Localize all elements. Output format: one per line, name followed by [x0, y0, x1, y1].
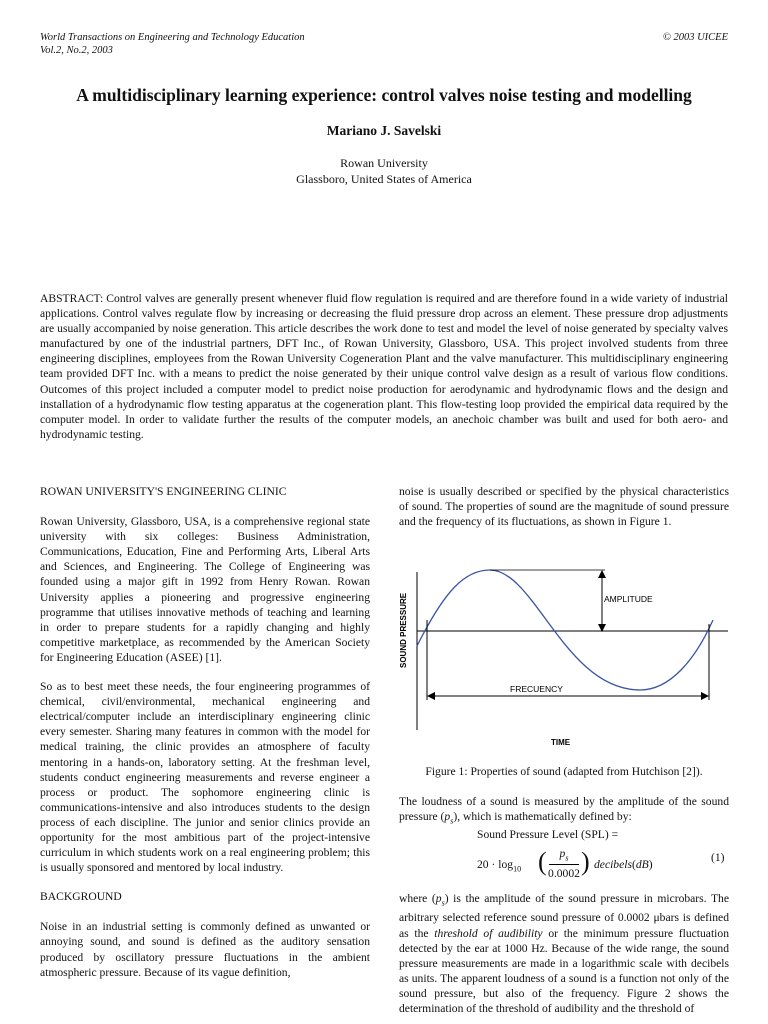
section-heading-engineering-clinic: ROWAN UNIVERSITY'S ENGINEERING CLINIC	[40, 485, 287, 498]
figure-1-sound-wave	[395, 560, 735, 750]
left-column	[40, 484, 370, 994]
paragraph: Noise in an industrial setting is commonly defined as unwanted or annoying sound, and sound is defined as the auditory sensation produced by oscillatory pressure fluctuations in the ambient atmospheric pressure. Because of its vague definition,	[40, 920, 370, 979]
eq-units-abbr: dB	[635, 858, 649, 871]
x-axis-label: TIME	[551, 738, 571, 747]
italic-term: threshold of audibility	[434, 926, 543, 940]
spl-label: Sound Pressure Level (SPL) =	[477, 828, 619, 841]
equation-1	[477, 843, 727, 885]
eq-prefix	[477, 858, 521, 873]
eq-log-base: 10	[513, 864, 522, 874]
frequency-arrow-head-right	[701, 692, 709, 700]
eq-units-word: decibels	[594, 858, 632, 871]
location: Glassboro, United States of America	[296, 172, 472, 186]
text-run: , which is mathematically defined by:	[457, 810, 632, 824]
copyright-notice: © 2003 UICEE	[662, 32, 728, 43]
running-header	[40, 31, 305, 57]
eq-num-p: p	[559, 847, 566, 860]
eq-denominator: 0.0002	[548, 867, 580, 880]
definition-paragraph	[399, 891, 729, 1016]
ps-symbol: $(p_s)$	[440, 810, 458, 826]
loudness-paragraph	[399, 794, 729, 829]
section-heading-background: BACKGROUND	[40, 890, 122, 904]
journal-volume: Vol.2, No.2, 2003	[40, 45, 113, 56]
affiliation	[0, 155, 768, 187]
frequency-arrow-head-left	[427, 692, 435, 700]
paragraph: noise is usually described or specified by the physical characteristics of sound. The properties of sound are the magnitude of sound pressure and the frequency of its fluctuations, as shown in Figure 1.	[399, 485, 729, 529]
symbol-p: p	[435, 892, 442, 905]
paragraph: So as to best meet these needs, the four engineering programmes of chemical, civil/environmental, mechanical engineering and electrical/computer include an interdisciplinary engineering clinic every semester. Sharing many features in common with the model for medical training, the clinic provides an atmosphere of faculty mentoring in a hands-on, laboratory setting. At the freshman level, students conduct engineering measurements and reverse engineer a process or product. The sophomore engineering clinic is communications-intensive and also introduces students to the design process of each discipline. The junior and senior clinics provide an opportunity for the most ambitious part of the project-intensive curriculum in which students work on a real engineering problem; this is usually sponsored and mentored by local industry.	[40, 680, 370, 875]
paragraph: Rowan University, Glassboro, USA, is a comprehensive regional state university with six colleges: Business Administration, Communications, Education, Fine and Performing Arts, Liberal Arts and Sciences, and Engineering. The College of Engineering was founded using a major gift in 1992 from Henry Rowan. Rowan University applies a pioneering and progressive engineering programme that utilises innovative methods of teaching and learning in order to prepare students for a rapidly changing and highly competitive marketplace, as recommended by the American Society for Engineering Education (ASEE) [1].	[40, 515, 370, 664]
eq-num-s: s	[565, 853, 569, 863]
eq-units: decibels(dB)	[594, 858, 653, 871]
figure-1-caption: Figure 1: Properties of sound (adapted from Hutchison [2]).	[425, 765, 703, 778]
amplitude-arrow-head-up	[598, 570, 606, 578]
eq-fraction-bar	[549, 864, 579, 865]
eq-log: 20 · log	[477, 858, 514, 871]
ps-symbol: $(p_s)$	[431, 892, 454, 908]
equation-number: (1)	[711, 851, 725, 864]
text-run: The loudness of a sound is measured by the amplitude of the sound pressure	[399, 795, 729, 824]
journal-name: World Transactions on Engineering and Technology Education	[40, 32, 305, 43]
frequency-label: FRECUENCY	[510, 684, 563, 694]
eq-right-paren: )	[581, 847, 590, 876]
right-column-intro	[399, 484, 729, 543]
text-run: where	[399, 892, 428, 905]
eq-left-paren: (	[538, 847, 547, 876]
symbol-s: s	[450, 816, 454, 826]
paper-title: A multidisciplinary learning experience: control valves noise testing and modelling	[76, 85, 692, 105]
amplitude-label: AMPLITUDE	[604, 594, 653, 604]
text-run: is the amplitude of the sound pressure in microbars. The arbitrary selected reference sound pressure of 0.0002 μbars is defined as the	[399, 892, 729, 940]
author-name: Mariano J. Savelski	[326, 123, 442, 138]
text-run: or the minimum pressure fluctuation detected by the ear at 1000 Hz. Because of the wide range, the sound pressure measurements are made in a logarithmic scale with decibels as units. The apparent loudness of a sound is a function not only of the sound pressure, but also of the frequency. Figure 2 shows the determination of the threshold of audibility and the threshold of	[399, 926, 729, 1015]
eq-numerator	[549, 847, 579, 862]
symbol-s: s	[441, 898, 445, 908]
symbol-p: p	[444, 810, 451, 824]
sine-wave	[417, 570, 713, 690]
abstract: ABSTRACT: Control valves are generally present whenever fluid flow regulation is required and are therefore found in a wide variety of industrial applications. Control valves regulate flow by increasing or decreasing the fluid pressure drop across an element. These pressure drop adjustments are usually accompanied by noise generation. This article describes the work done to test and model the level of noise generated by specialty valves manufactured by one of the industrial partners, DFT Inc., of Rowan University, Glassboro, USA. This project involved students from three engineering disciplines, employees from the Rowan University Cogeneration Plant and the valve manufacturer. This multidisciplinary engineering team provided DFT Inc. with a means to predict the noise generated by their unique control valve design as a result of various flow conditions. Outcomes of this project included a computer model to predict noise production for aerodynamic and hydrodynamic flows and the design and installation of a hydrodynamic flow testing apparatus at the cogeneration plant. This flow-testing loop provided the empirical data required by the computer model. In order to validate further the results of the computer models, an anechoic chamber was built and used for both aero- and hydrodynamic testing.	[40, 292, 728, 441]
institution: Rowan University	[340, 156, 428, 170]
y-axis-label: SOUND PRESSURE	[399, 592, 408, 668]
